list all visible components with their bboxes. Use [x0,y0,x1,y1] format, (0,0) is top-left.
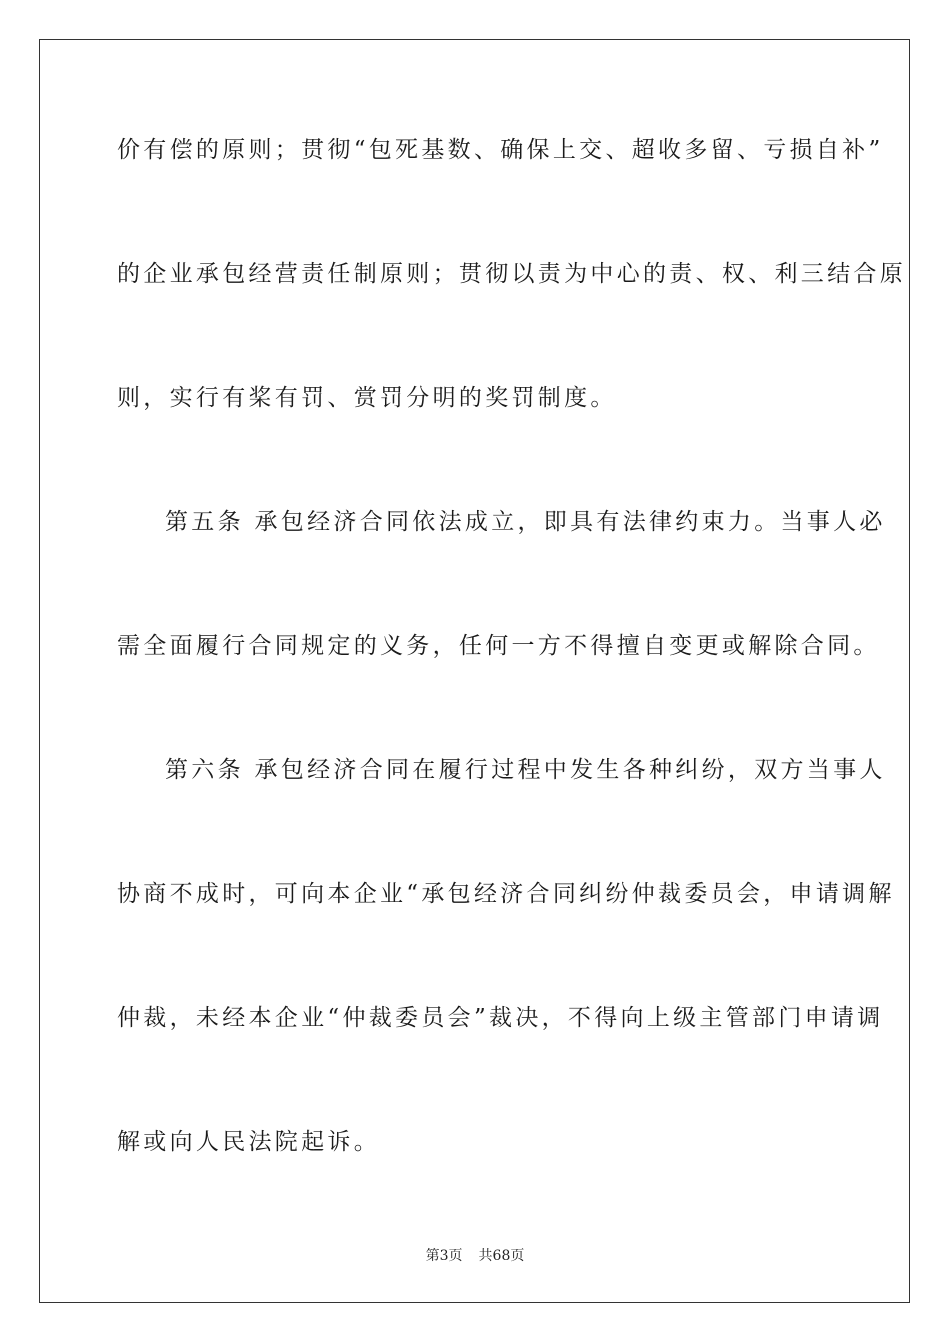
text-line-2: 的企业承包经营责任制原则；贯彻以责为中心的责、权、利三结合原 [117,261,906,287]
page-number: 第3页 [425,1248,463,1264]
total-pages: 共68页 [478,1248,525,1264]
page-footer [0,1246,950,1266]
page-border [39,39,910,1303]
text-line-9: 解或向人民法院起诉。 [117,1129,380,1155]
text-line-8: 仲裁，未经本企业“仲裁委员会”裁决，不得向上级主管部门申请调 [117,1005,884,1031]
text-line-1: 价有偿的原则；贯彻“包死基数、确保上交、超收多留、亏损自补” [117,137,884,163]
text-line-3: 则，实行有桨有罚、赏罚分明的奖罚制度。 [117,385,617,411]
text-line-7: 协商不成时，可向本企业“承包经济合同纠纷仲裁委员会，申请调解 [117,881,895,907]
article-6-first-line: 第六条 承包经济合同在履行过程中发生各种纠纷，双方当事人 [165,757,886,783]
article-5-first-line: 第五条 承包经济合同依法成立，即具有法律约束力。当事人必 [165,509,886,535]
text-line-5: 需全面履行合同规定的义务，任何一方不得擅自变更或解除合同。 [117,633,880,659]
